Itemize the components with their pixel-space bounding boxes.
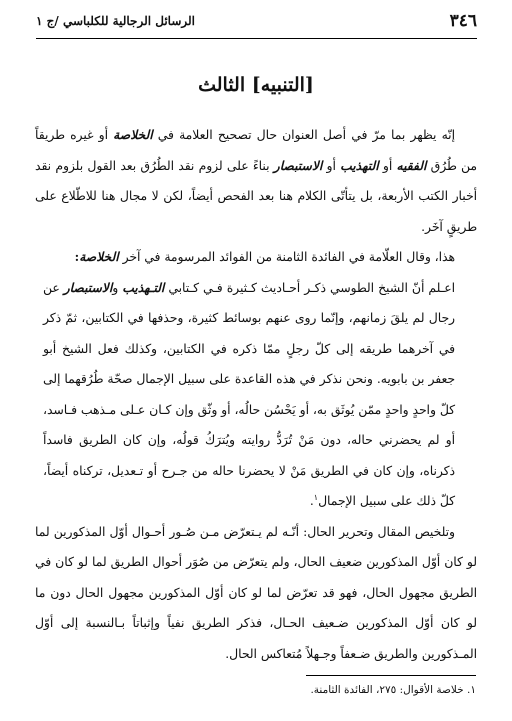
book-title: الفقيه <box>396 157 427 173</box>
section-title: [التنبيه] الثالث <box>198 74 314 96</box>
book-title: التهذيب <box>340 157 379 173</box>
text: : <box>74 249 80 264</box>
text: و <box>112 280 123 295</box>
book-title: الاستبصار <box>273 157 323 173</box>
text: أو <box>378 158 397 173</box>
page-header <box>36 8 477 39</box>
text: أو غيره طريقاً من طُرُق <box>35 128 477 173</box>
page-number: ٣٤٦ <box>449 11 477 31</box>
footnote-divider <box>306 675 476 676</box>
footnote-marker[interactable]: ١ <box>313 492 319 502</box>
paragraph-1 <box>35 120 477 242</box>
paragraph-2 <box>35 242 477 273</box>
book-title: الخلاصة <box>79 249 119 264</box>
footnote: ١. خلاصة الأقوال: ٢٧٥، الفائدة الثامنة. <box>310 684 476 696</box>
book-title: الخلاصة <box>113 127 153 142</box>
block-quote <box>35 273 477 517</box>
text: هذا، وقال العلّامة في الفائدة الثامنة من الفوائد المرسومة في آخر <box>118 250 455 264</box>
text: اعـلم أنّ الشيخ الطوسي ذكـر أحـاديث كـثيرة فـي كـتابي <box>164 280 456 295</box>
book-title: الاستبصار <box>63 279 113 295</box>
book-title: التـهذيب <box>122 279 165 295</box>
text: إنّه يظهر بما مرّ في أصل العنوان حال تصحيح العلامة في <box>152 128 455 142</box>
text: بناءً على لزوم نقد الطُرُق بعد القول بلزوم نقد أخبار الكتب الأربعة، بل يتأتّى الكلام هنا بعد الفحص أيضاً، لكن لا مجال هنا للاطّلاع على طريقٍ آخَر. <box>35 158 477 234</box>
body-text <box>35 120 477 669</box>
text: أو <box>322 158 341 173</box>
text: عن رجال لم يلقَ زمانهم، وإنّما روى عنهم بوسائط كثيرة، وحذفها في الكتابين، ثمّ ذكر في آخرهما طريقه إلى كلّ رجلٍ ممّا ذكره في الكتابين، وكذلك فعل الشيخ أبو جعفر بن بابويه. ونحن نذكر في هذه القاعدة على سبيل الإجمال صحّة طُرُقهما إلى كلّ واحدٍ واحدٍ ممّن يُوثَق به، أو يَحْسُن حالُه، أو وثّق وإن كـان عـلى مـذهب فـاسد، أو لم يحضرني حاله، دون مَنْ تُرَدُّ روايته ويُترَكُ قولُه، وإن كان الطريق فاسداً ذكرناه، وإن كان في الطريق مَنْ لا يحضرنا حاله من جـرح أو تـعديل، تركناه أيضاً، كلّ ذلك على سبيل الإجمال <box>43 280 455 508</box>
text: . <box>309 494 314 508</box>
running-title: الرسائل الرجالية للكلباسي /ج ١ <box>36 14 196 28</box>
paragraph-3: وتلخيص المقال وتحرير الحال: أنّـه لم يـتعرّض مـن صُـور أحـوال أوّل المذكورين لما لو كان أوّل المذكورين ضعيف الحال، ولم يتعرّض من صُوَر أحوال الطريق لما لو كان في الطريق مجهول الحال، فهو قد تعرّض لما لو كان أوّل المذكورين مجهول الحال دون ما لو كان أوّل المذكورين ضـعيف الحـال، فذكر الطريق نفياً وإثباتاً بـالنسبة إلى أوّل المـذكورين والطريق ضـعفاً وجـهلاً مُتعاكس الحال. <box>35 524 477 661</box>
